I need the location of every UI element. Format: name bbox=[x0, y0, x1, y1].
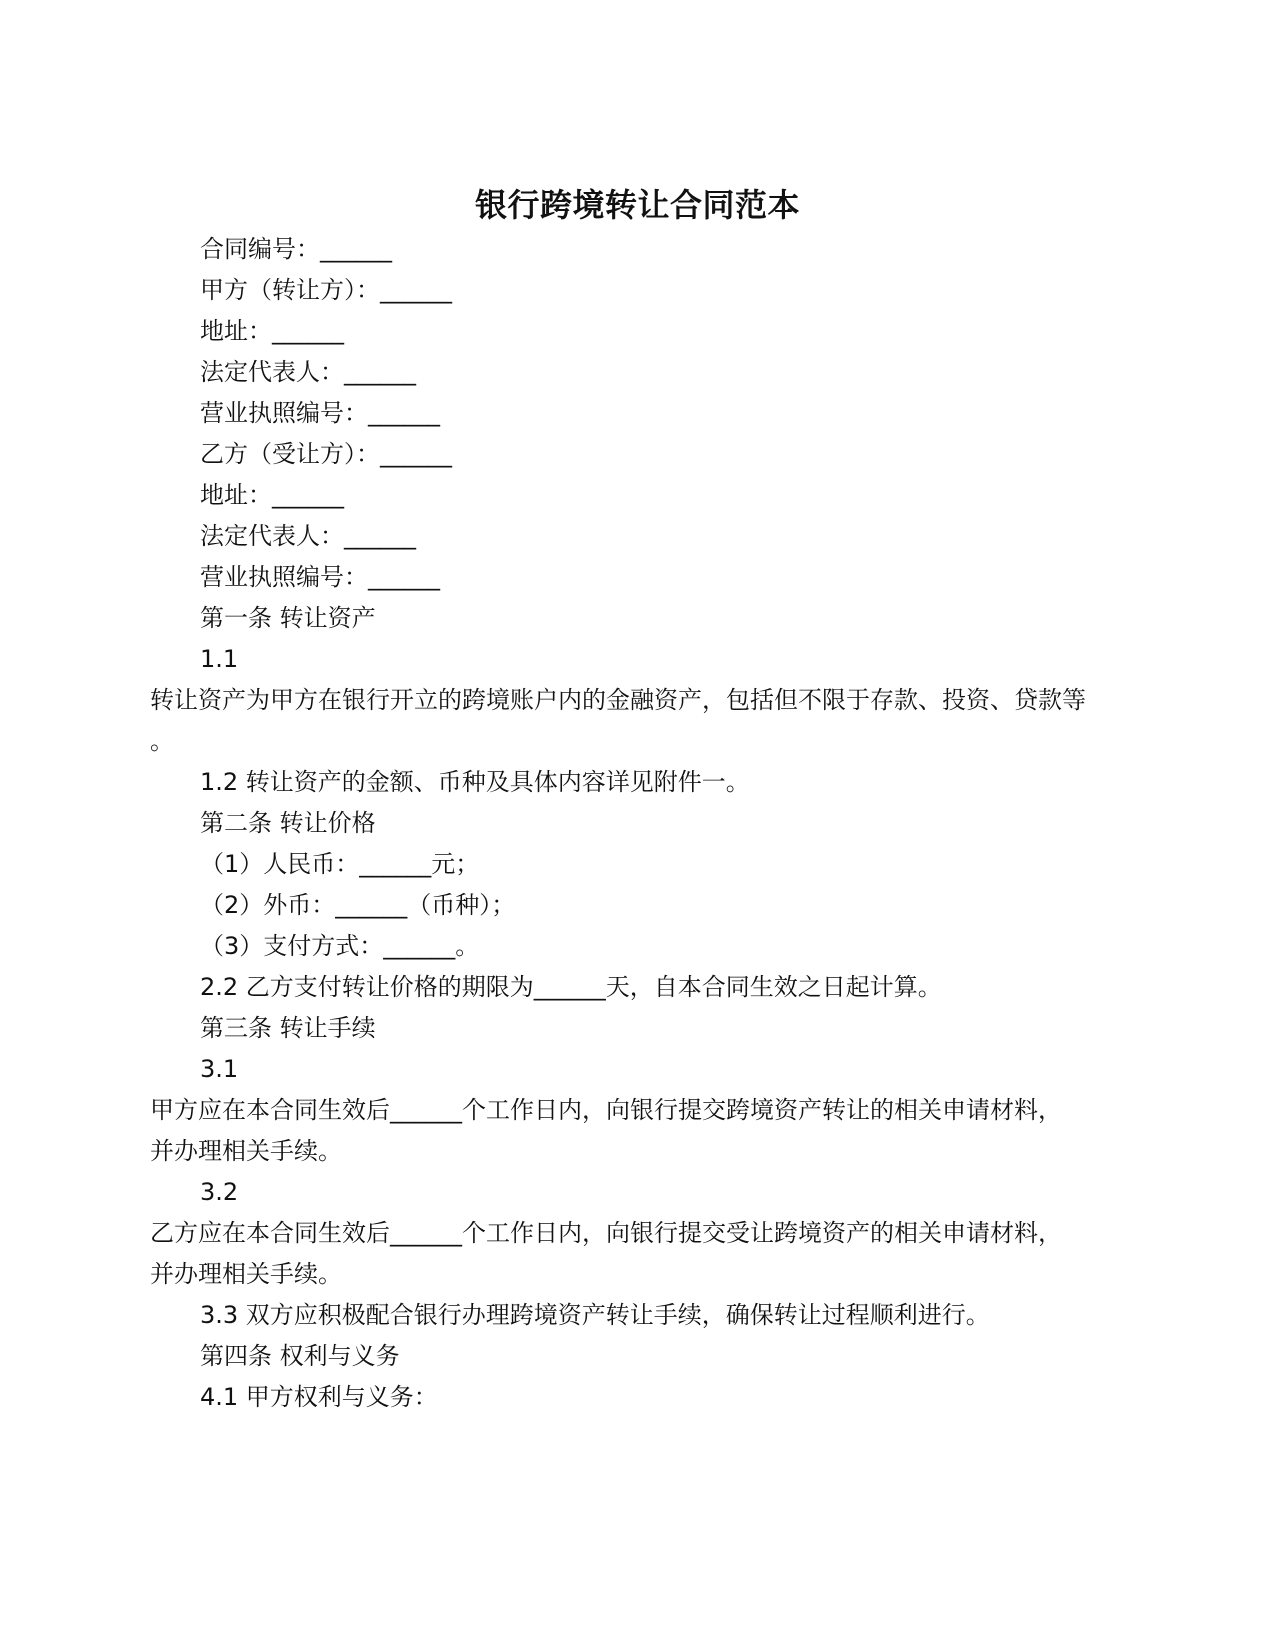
clause-2-2: 2.2 乙方支付转让价格的期限为______天，自本合同生效之日起计算。 bbox=[200, 973, 942, 1001]
clause-1-1-text-end: 。 bbox=[150, 727, 174, 755]
party-a-license-line: 营业执照编号：______ bbox=[200, 399, 440, 427]
clause-3-2-text-end: 并办理相关手续。 bbox=[150, 1260, 342, 1288]
party-a-line: 甲方（转让方）：______ bbox=[200, 276, 452, 304]
price-rmb-line: （1）人民币：______元； bbox=[200, 850, 480, 878]
document-title: 银行跨境转让合同范本 bbox=[474, 186, 800, 224]
article-3-heading: 第三条 转让手续 bbox=[200, 1014, 376, 1042]
clause-3-2-text: 乙方应在本合同生效后______个工作日内，向银行提交受让跨境资产的相关申请材料， bbox=[150, 1219, 1062, 1247]
party-b-license-line: 营业执照编号：______ bbox=[200, 563, 440, 591]
price-foreign-line: （2）外币：______（币种）； bbox=[200, 891, 516, 919]
clause-1-1-number: 1.1 bbox=[200, 645, 239, 673]
clause-4-1: 4.1 甲方权利与义务： bbox=[200, 1383, 438, 1411]
party-b-representative-line: 法定代表人：______ bbox=[200, 522, 416, 550]
clause-3-3: 3.3 双方应积极配合银行办理跨境资产转让手续，确保转让过程顺利进行。 bbox=[200, 1301, 990, 1329]
clause-3-2-number: 3.2 bbox=[200, 1178, 239, 1206]
clause-3-1-text: 甲方应在本合同生效后______个工作日内，向银行提交跨境资产转让的相关申请材料， bbox=[150, 1096, 1062, 1124]
clause-1-2: 1.2 转让资产的金额、币种及具体内容详见附件一。 bbox=[200, 768, 750, 796]
party-b-address-line: 地址：______ bbox=[200, 481, 344, 509]
party-b-line: 乙方（受让方）：______ bbox=[200, 440, 452, 468]
clause-1-1-text: 转让资产为甲方在银行开立的跨境账户内的金融资产，包括但不限于存款、投资、贷款等 bbox=[150, 686, 1086, 714]
clause-3-1-text-end: 并办理相关手续。 bbox=[150, 1137, 342, 1165]
article-2-heading: 第二条 转让价格 bbox=[200, 809, 376, 837]
party-a-representative-line: 法定代表人：______ bbox=[200, 358, 416, 386]
clause-3-1-number: 3.1 bbox=[200, 1055, 239, 1083]
article-4-heading: 第四条 权利与义务 bbox=[200, 1342, 400, 1370]
party-a-address-line: 地址：______ bbox=[200, 317, 344, 345]
payment-method-line: （3）支付方式：______。 bbox=[200, 932, 480, 960]
contract-number-line: 合同编号：______ bbox=[200, 235, 392, 263]
article-1-heading: 第一条 转让资产 bbox=[200, 604, 376, 632]
